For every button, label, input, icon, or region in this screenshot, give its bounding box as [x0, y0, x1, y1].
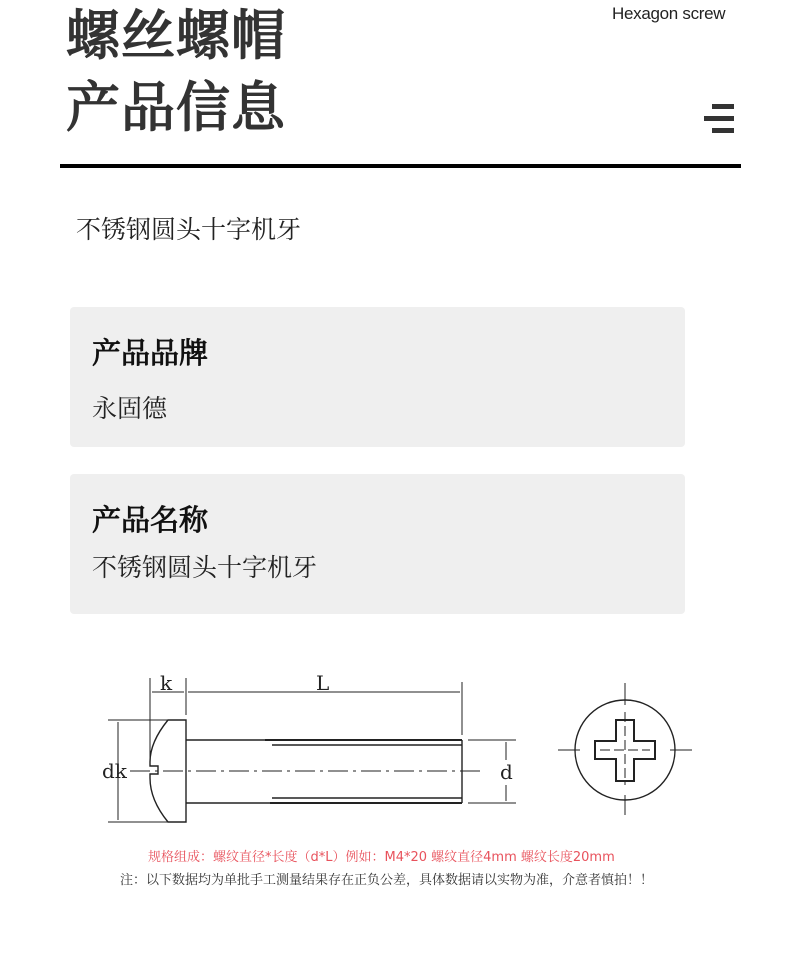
card-label: 产品品牌 — [92, 336, 209, 370]
card-value: 不锈钢圆头十字机牙 — [92, 553, 318, 582]
card-label: 产品名称 — [92, 503, 209, 537]
disclaimer-note: 注：以下数据均为单批手工测量结果存在正负公差，具体数据请以实物为准，介意者慎拍！！ — [120, 873, 654, 888]
header-divider — [60, 164, 741, 168]
intro-text: 不锈钢圆头十字机牙 — [76, 215, 302, 244]
dim-label-k: k — [160, 671, 173, 695]
dim-label-d: d — [500, 760, 513, 784]
menu-icon[interactable] — [702, 104, 734, 134]
screw-side-view — [108, 678, 516, 822]
dim-label-L: L — [316, 671, 330, 695]
phillips-head-top-view — [558, 683, 692, 815]
info-card-brand — [70, 307, 685, 447]
info-card-name — [70, 474, 685, 614]
dim-label-dk: dk — [102, 759, 127, 783]
page-title-line-2: 产品信息 — [66, 76, 286, 139]
menu-bar — [712, 128, 734, 133]
card-value: 永固德 — [92, 394, 168, 423]
menu-bar — [712, 104, 734, 109]
subtitle-en: Hexagon screw — [612, 4, 726, 23]
screw-dimension-diagram — [0, 650, 790, 850]
menu-bar — [704, 116, 734, 121]
page-title-line-1: 螺丝螺帽 — [66, 4, 286, 67]
spec-note: 规格组成：螺纹直径*长度（d*L）例如：M4*20 螺纹直径4mm 螺纹长度20mm — [148, 850, 615, 865]
